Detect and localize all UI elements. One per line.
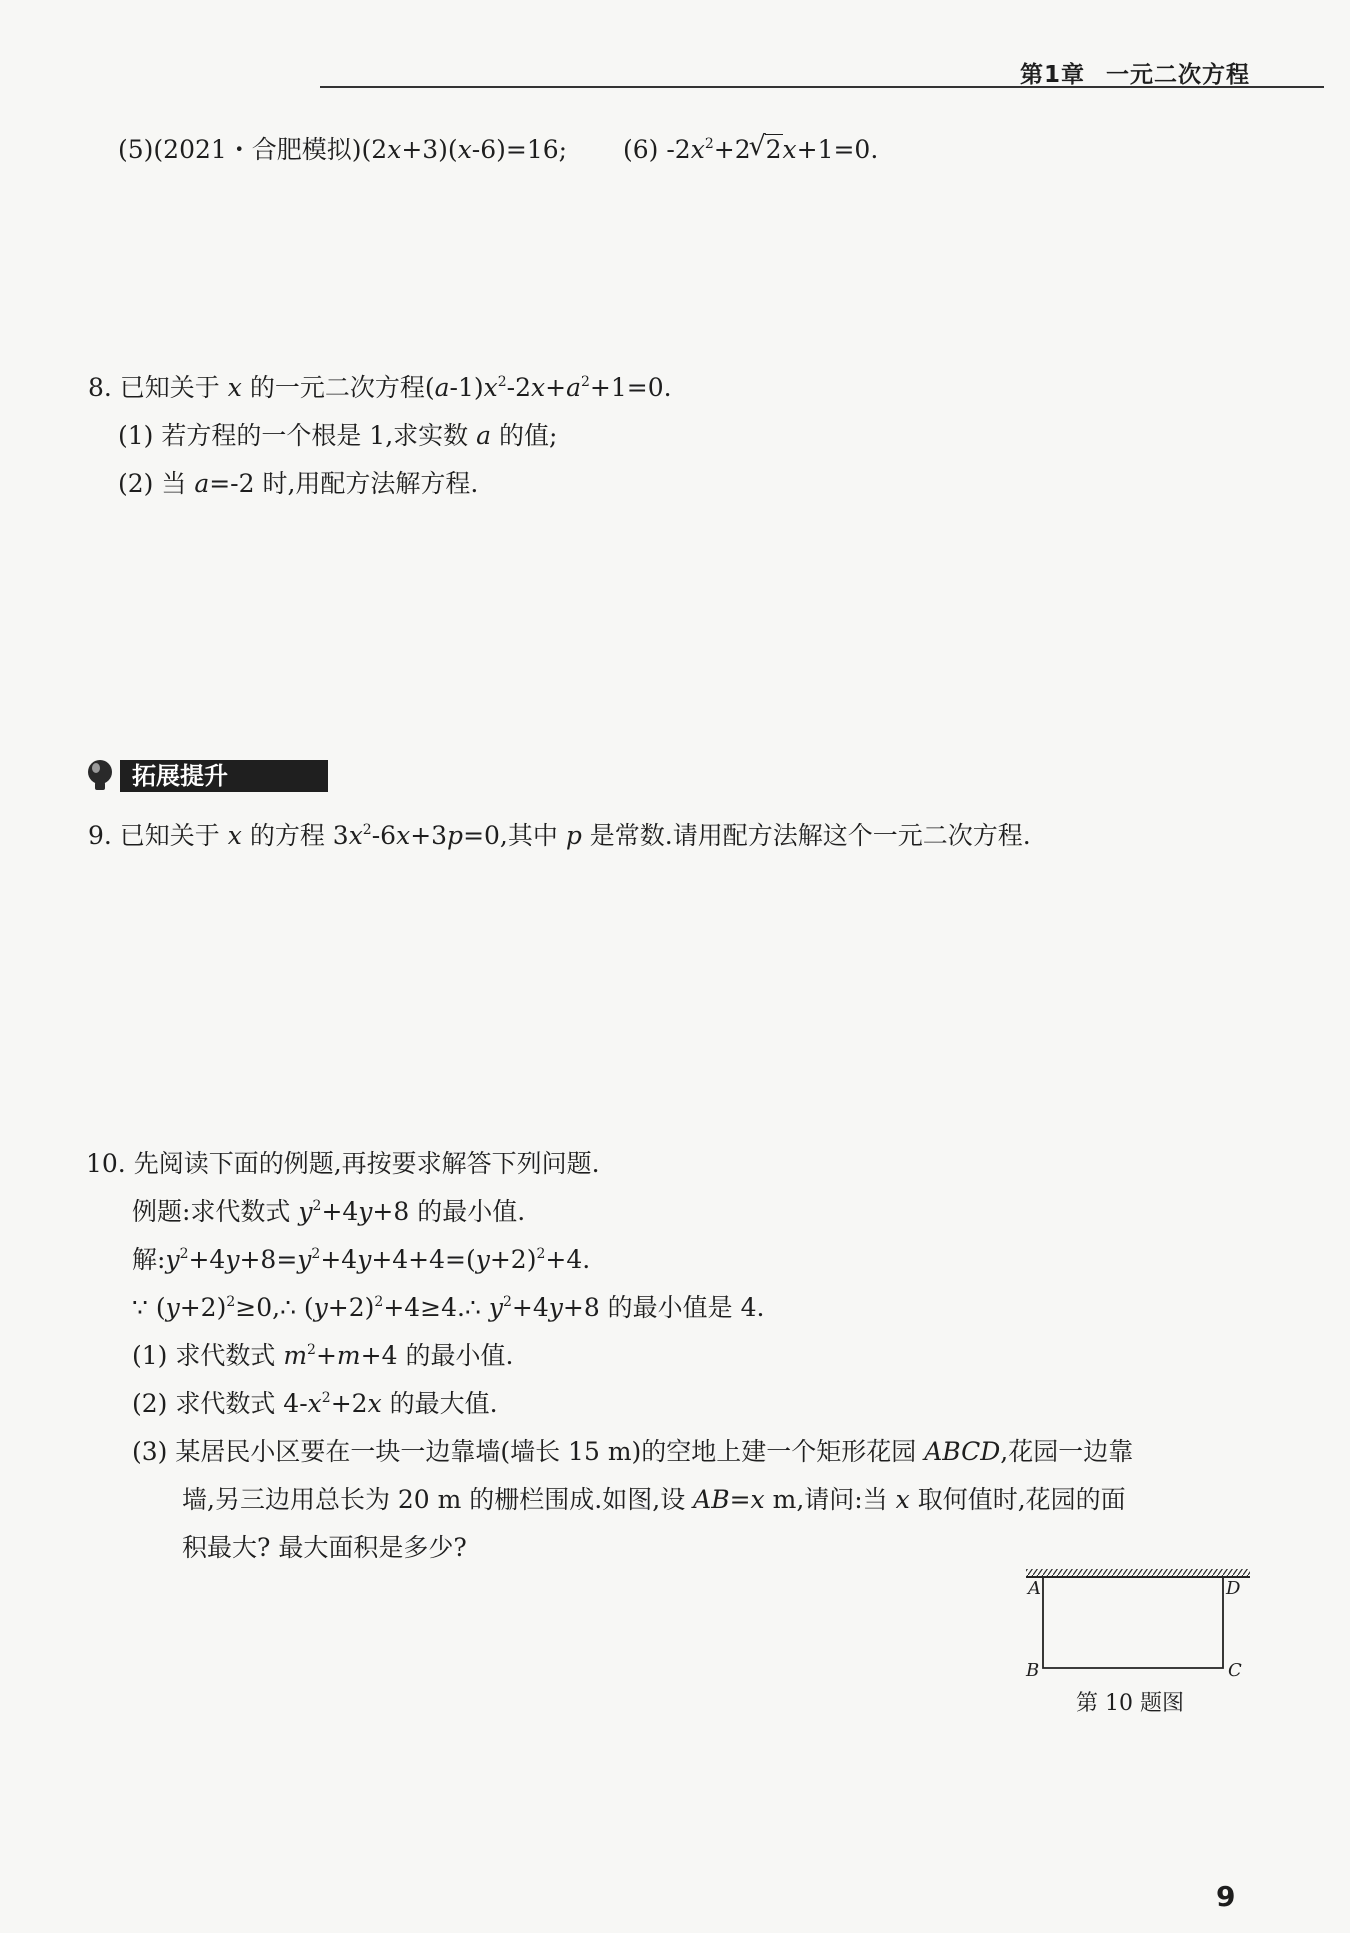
rect-abcd: ABCD [924,1437,1001,1466]
q10-solution [132,1244,590,1276]
var-y: y [358,1197,373,1226]
var-x: x [307,1389,322,1418]
q10-sub3-l2-d: m,请问:当 [772,1485,888,1514]
q10-example-b: +4 [321,1197,359,1226]
var-a: a [566,373,581,402]
q10-since-b: +2) [179,1293,227,1322]
header-rule [320,86,1324,88]
exponent: 2 [307,1342,316,1358]
exponent: 2 [497,374,507,390]
var-x: x [227,373,242,402]
var-x: x [690,135,705,164]
q10-since-c: ≥0,∴ ( [235,1293,314,1322]
q7-p5-prefix: (5)(2021・合肥模拟)(2 [118,135,388,164]
exponent: 2 [321,1390,331,1406]
q8-stem-c: -1) [449,373,484,402]
q10-sub2-c: 的最大值. [389,1389,498,1418]
q10-example-c: +8 的最小值. [372,1197,526,1226]
exponent: 2 [580,374,590,390]
q10-sub3-l2-a: 墙,另三边用总长为 20 m 的栅栏围成.如图,设 [182,1485,686,1514]
var-y: y [313,1293,328,1322]
q8-stem-d: -2 [506,373,531,402]
q10-sol-g: +4. [545,1245,591,1274]
exponent: 2 [362,822,372,838]
q8-stem-e: + [545,373,567,402]
q10-sol-e: +4+4=( [371,1245,476,1274]
var-a: a [434,373,450,402]
var-p: p [565,821,582,850]
q10-example [132,1196,525,1228]
q7-p6-end: +1=0. [796,135,879,164]
q10-example-a: 例题:求代数式 [132,1197,291,1226]
figure-caption: 第 10 题图 [1076,1691,1184,1716]
q7-p5-end: -6)=16; [471,135,568,164]
q10-sub3-line2 [182,1484,1126,1516]
var-y: y [297,1245,312,1274]
var-a: a [194,469,210,498]
var-y: y [165,1245,180,1274]
var-x: x [457,135,472,164]
q10-sub3-l1-c: ,花园一边靠 [1000,1437,1134,1466]
q8-sub1-b: 的值; [498,421,558,450]
label-a: A [1028,1578,1041,1599]
q10-sol-b: +4 [188,1245,226,1274]
chapter-number: 第1章 [1020,62,1086,88]
q8-sub2-a: (2) 当 [118,469,187,498]
q10-sub2 [132,1388,498,1420]
q10-sub3-l2-e: 取何值时,花园的面 [917,1485,1126,1514]
var-y: y [225,1245,240,1274]
q9-f: 是常数.请用配方法解这个一元二次方程. [589,821,1031,850]
q8-sub1 [118,420,557,452]
wall-hatch [1026,1569,1250,1577]
var-x: x [782,135,797,164]
section-badge-label: 拓展提升 [120,760,328,792]
q10-since-e: +4≥4.∴ [383,1293,481,1322]
var-x: x [483,373,498,402]
var-y: y [165,1293,180,1322]
sqrt-symbol [751,134,783,166]
q10-since-a: ∵ ( [132,1293,166,1322]
q10-since-d: +2) [327,1293,375,1322]
var-y: y [548,1293,563,1322]
var-x: x [348,821,363,850]
q9-c: -6 [371,821,397,850]
exponent: 2 [312,1198,322,1214]
q7-p5-rest: +3)( [401,135,458,164]
rectangle-diagram [1018,1568,1258,1688]
q8-stem [88,372,672,404]
q8-sub2 [118,468,478,500]
q7-p6-mid: +2 [713,135,751,164]
label-c: C [1228,1660,1242,1681]
chapter-title: 一元二次方程 [1106,62,1250,88]
q10-sub3-l1-a: (3) 某居民小区要在一块一边靠墙(墙长 15 m)的空地上建一个矩形花园 [132,1437,917,1466]
var-x: x [227,821,242,850]
q8-stem-b: 的一元二次方程( [249,373,435,402]
var-p: p [447,821,464,850]
q10-sub2-b: +2 [330,1389,368,1418]
var-m: m [283,1341,308,1370]
lightbulb-icon [86,759,114,793]
q10-sub2-a: (2) 求代数式 4- [132,1389,308,1418]
q10-sol-f: +2) [489,1245,537,1274]
q10-sub3-line1 [132,1436,1133,1468]
q10-sol-d: +4 [320,1245,358,1274]
q8-stem-a: 8. 已知关于 [88,373,220,402]
var-y: y [298,1197,313,1226]
var-y: y [357,1245,372,1274]
q9-d: +3 [410,821,448,850]
var-y: y [475,1245,490,1274]
label-d: D [1226,1578,1241,1599]
q7-p6-prefix: (6) -2 [623,135,691,164]
var-x: x [531,373,546,402]
q8-sub2-b: =-2 时,用配方法解方程. [209,469,479,498]
var-x: x [387,135,402,164]
q10-sol-a: 解: [132,1245,166,1274]
fence-outline [1043,1577,1223,1668]
q10-since [132,1292,764,1324]
q9-b: 的方程 3 [249,821,349,850]
q9-a: 9. 已知关于 [88,821,220,850]
var-x: x [750,1485,765,1514]
chapter-header [1004,50,1304,90]
var-x: x [367,1389,382,1418]
radicand: 2 [765,135,782,164]
var-x: x [396,821,411,850]
var-a: a [476,421,492,450]
q10-sub1-c: +4 的最小值. [360,1341,514,1370]
var-y: y [488,1293,503,1322]
var-m: m [336,1341,361,1370]
q10-sub1 [132,1340,513,1372]
q9-stem [88,820,1031,852]
exponent: 2 [502,1294,512,1310]
exponent: 2 [536,1246,546,1262]
q10-sub3-l2-c: = [729,1485,751,1514]
q8-sub1-a: (1) 若方程的一个根是 1,求实数 [118,421,469,450]
var-x: x [895,1485,910,1514]
q10-sub1-b: + [315,1341,337,1370]
exponent: 2 [311,1246,321,1262]
q10-figure [1018,1568,1258,1718]
exponent: 2 [179,1246,189,1262]
exponent: 2 [374,1294,384,1310]
q10-sub1-a: (1) 求代数式 [132,1341,276,1370]
q7-parts-5-6 [118,134,878,166]
q10-since-f: +4 [511,1293,549,1322]
q10-since-g: +8 的最小值是 4. [562,1293,765,1322]
label-b: B [1026,1660,1040,1681]
exponent: 2 [704,136,714,152]
page-number: 9 [1216,1880,1236,1913]
q10-sol-c: +8= [239,1245,298,1274]
q8-stem-f: +1=0. [589,373,672,402]
segment-ab: AB [693,1485,730,1514]
q10-stem: 10. 先阅读下面的例题,再按要求解答下列问题. [86,1149,600,1178]
q10-sub3-line3: 积最大? 最大面积是多少? [182,1533,467,1562]
q9-e: =0,其中 [463,821,558,850]
exponent: 2 [226,1294,236,1310]
